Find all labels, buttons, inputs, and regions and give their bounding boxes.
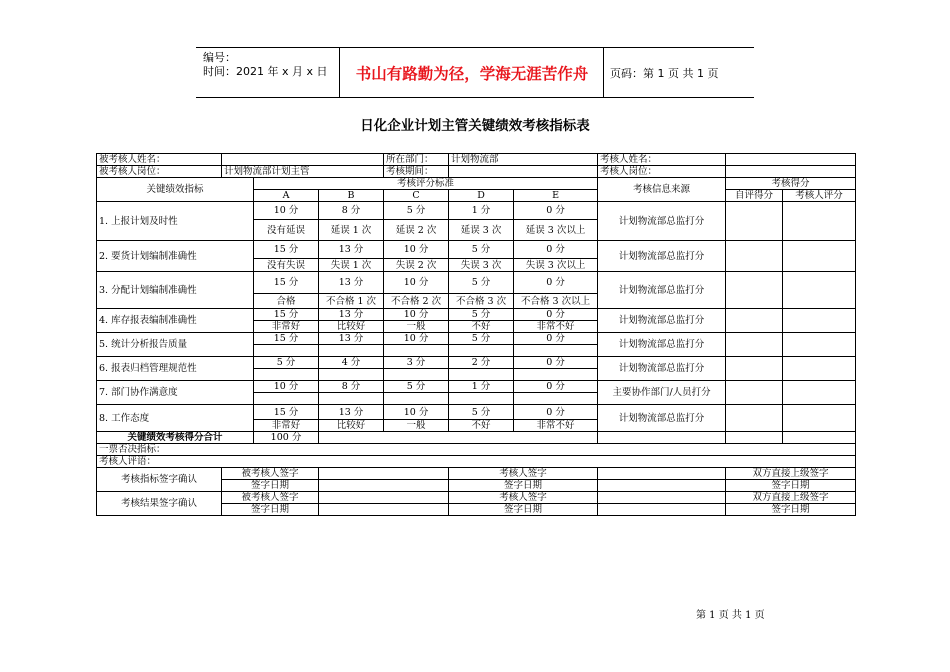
- score-b: 4 分: [319, 357, 384, 369]
- score-b: 13 分: [319, 241, 384, 259]
- assessor-date-label: 签字日期: [449, 504, 598, 516]
- assessor-position-label: 考核人岗位：: [598, 166, 726, 178]
- desc-e: 非常不好: [514, 321, 598, 333]
- score-e: 0 分: [514, 309, 598, 321]
- signoff-row: [97, 468, 856, 480]
- score-b: 13 分: [319, 272, 384, 294]
- total-source-blank: [598, 432, 726, 444]
- assessor-score-cell[interactable]: [783, 241, 856, 272]
- time-label: 时间：2021 年 x 月 x 日: [203, 65, 328, 78]
- desc-b: 比较好: [319, 321, 384, 333]
- info-source: 计划物流部总监打分: [598, 202, 726, 241]
- signoff-label: 考核结果签字确认: [97, 492, 222, 516]
- desc-c: 一般: [384, 420, 449, 432]
- superior-date-label: 签字日期: [726, 504, 856, 516]
- desc-d: 延误 3 次: [449, 220, 514, 241]
- comment-row: [97, 456, 856, 468]
- superior-date-label: 签字日期: [726, 480, 856, 492]
- desc-d: 不好: [449, 420, 514, 432]
- assessee-date-field[interactable]: [319, 480, 449, 492]
- desc-d: 不好: [449, 321, 514, 333]
- kpi-table: [96, 153, 856, 516]
- score-b: 13 分: [319, 309, 384, 321]
- score-c: 10 分: [384, 309, 449, 321]
- score-b: 8 分: [319, 381, 384, 393]
- info-source: 计划物流部总监打分: [598, 405, 726, 432]
- info-source: 计划物流部总监打分: [598, 309, 726, 333]
- assessee-sign-label: 被考核人签字: [222, 492, 319, 504]
- kpi-name: 7. 部门协作满意度: [97, 381, 254, 405]
- assessor-sign-field[interactable]: [598, 492, 726, 504]
- score-a: 10 分: [254, 202, 319, 220]
- assessor-score-cell[interactable]: [783, 202, 856, 241]
- kpi-name: 8. 工作态度: [97, 405, 254, 432]
- grade-b-header: B: [319, 190, 384, 202]
- kpi-name: 2. 要货计划编制准确性: [97, 241, 254, 272]
- desc-d: 不合格 3 次: [449, 294, 514, 309]
- score-a: 15 分: [254, 405, 319, 420]
- assessee-date-label: 签字日期: [222, 504, 319, 516]
- kpi-name: 6. 报表归档管理规范性: [97, 357, 254, 381]
- assessor-date-field[interactable]: [598, 480, 726, 492]
- desc-a: 没有失误: [254, 259, 319, 272]
- desc-a: 非常好: [254, 321, 319, 333]
- grade-c-header: C: [384, 190, 449, 202]
- desc-d: [449, 393, 514, 405]
- info-source: 计划物流部总监打分: [598, 333, 726, 357]
- desc-b: [319, 393, 384, 405]
- assessee-date-field[interactable]: [319, 504, 449, 516]
- assessor-sign-label: 考核人签字: [449, 468, 598, 480]
- assessor-sign-field[interactable]: [598, 468, 726, 480]
- desc-c: 延误 2 次: [384, 220, 449, 241]
- total-value: 100 分: [254, 432, 319, 444]
- score-d: 1 分: [449, 381, 514, 393]
- position-value: 计划物流部计划主管: [222, 166, 384, 178]
- score-e: 0 分: [514, 381, 598, 393]
- header-page-info: 页码：第 1 页 共 1 页: [610, 66, 719, 80]
- info-source: 主要协作部门/人员打分: [598, 381, 726, 405]
- number-label: 编号：: [203, 51, 236, 64]
- name-value[interactable]: [222, 154, 384, 166]
- self-score-cell[interactable]: [726, 357, 783, 381]
- desc-b: [319, 369, 384, 381]
- superior-sign-label: 双方直接上级签字: [726, 492, 856, 504]
- self-score-header: 自评得分: [726, 190, 783, 202]
- comment-label[interactable]: 考核人评语：: [97, 456, 856, 468]
- assessor-date-field[interactable]: [598, 504, 726, 516]
- header-row-1: [97, 178, 856, 190]
- kpi-row: [97, 309, 856, 321]
- desc-a: [254, 393, 319, 405]
- kpi-row: [97, 357, 856, 369]
- assessor-score-cell[interactable]: [783, 333, 856, 357]
- score-c: 5 分: [384, 381, 449, 393]
- kpi-row: [97, 202, 856, 220]
- info-source: 计划物流部总监打分: [598, 272, 726, 309]
- desc-a: 合格: [254, 294, 319, 309]
- assessor-score-cell[interactable]: [783, 357, 856, 381]
- self-score-cell[interactable]: [726, 202, 783, 241]
- desc-e: 非常不好: [514, 420, 598, 432]
- score-c: 10 分: [384, 272, 449, 294]
- self-score-cell[interactable]: [726, 405, 783, 432]
- assessor-score-cell[interactable]: [783, 272, 856, 309]
- kpi-row: [97, 333, 856, 345]
- score-a: 15 分: [254, 241, 319, 259]
- score-c: 3 分: [384, 357, 449, 369]
- grade-e-header: E: [514, 190, 598, 202]
- score-c: 5 分: [384, 202, 449, 220]
- kpi-row: [97, 381, 856, 393]
- kpi-name: 4. 库存报表编制准确性: [97, 309, 254, 333]
- desc-c: 不合格 2 次: [384, 294, 449, 309]
- veto-row: [97, 444, 856, 456]
- period-value[interactable]: [449, 166, 598, 178]
- assessor-sign-label: 考核人签字: [449, 492, 598, 504]
- self-score-cell[interactable]: [726, 381, 783, 405]
- page-title: 日化企业计划主管关键绩效考核指标表: [360, 118, 590, 134]
- score-c: 10 分: [384, 405, 449, 420]
- page-footer: 第 1 页 共 1 页: [696, 610, 765, 621]
- desc-c: 一般: [384, 321, 449, 333]
- desc-b: 延误 1 次: [319, 220, 384, 241]
- desc-e: 不合格 3 次以上: [514, 294, 598, 309]
- total-self-score[interactable]: [726, 432, 783, 444]
- desc-c: [384, 345, 449, 357]
- kpi-name: 1. 上报计划及时性: [97, 202, 254, 241]
- kpi-name: 3. 分配计划编制准确性: [97, 272, 254, 309]
- header-slogan: 书山有路勤为径，学海无涯苦作舟: [341, 48, 604, 97]
- desc-b: 失误 1 次: [319, 259, 384, 272]
- score-d: 2 分: [449, 357, 514, 369]
- source-header: 考核信息来源: [598, 178, 726, 202]
- assessee-sign-field[interactable]: [319, 468, 449, 480]
- assessor-score-header: 考核人评分: [783, 190, 856, 202]
- assessee-sign-field[interactable]: [319, 492, 449, 504]
- score-e: 0 分: [514, 405, 598, 420]
- score-a: 15 分: [254, 309, 319, 321]
- assessor-date-label: 签字日期: [449, 480, 598, 492]
- total-label: 关键绩效考核得分合计: [97, 432, 254, 444]
- score-e: 0 分: [514, 241, 598, 259]
- self-score-cell[interactable]: [726, 272, 783, 309]
- desc-b: 不合格 1 次: [319, 294, 384, 309]
- score-a: 10 分: [254, 381, 319, 393]
- kpi-header: 关键绩效指标: [97, 178, 254, 202]
- period-label: 考核期间：: [384, 166, 449, 178]
- desc-a: 没有延误: [254, 220, 319, 241]
- info-row-1: [97, 154, 856, 166]
- position-label: 被考核人岗位：: [97, 166, 222, 178]
- assessor-name-value[interactable]: [726, 154, 856, 166]
- desc-b: [319, 345, 384, 357]
- self-score-cell[interactable]: [726, 333, 783, 357]
- desc-c: [384, 393, 449, 405]
- total-row: [97, 432, 856, 444]
- assessor-score-cell[interactable]: [783, 309, 856, 333]
- score-e: 0 分: [514, 272, 598, 294]
- self-score-cell[interactable]: [726, 241, 783, 272]
- dept-label: 所在部门：: [384, 154, 449, 166]
- score-b: 13 分: [319, 405, 384, 420]
- desc-d: [449, 369, 514, 381]
- score-a: 15 分: [254, 272, 319, 294]
- assessor-name-label: 考核人姓名：: [598, 154, 726, 166]
- desc-e: [514, 393, 598, 405]
- name-label: 被考核人姓名：: [97, 154, 222, 166]
- info-row-2: [97, 166, 856, 178]
- superior-sign-label: 双方直接上级签字: [726, 468, 856, 480]
- total-blank: [319, 432, 598, 444]
- score-b: 8 分: [319, 202, 384, 220]
- score-d: 5 分: [449, 272, 514, 294]
- score-d: 1 分: [449, 202, 514, 220]
- score-d: 5 分: [449, 405, 514, 420]
- score-b: 13 分: [319, 333, 384, 345]
- kpi-row: [97, 405, 856, 420]
- desc-e: [514, 345, 598, 357]
- kpi-name: 5. 统计分析报告质量: [97, 333, 254, 357]
- score-c: 10 分: [384, 241, 449, 259]
- kpi-row: [97, 272, 856, 294]
- desc-a: 非常好: [254, 420, 319, 432]
- desc-e: 延误 3 次以上: [514, 220, 598, 241]
- info-source: 计划物流部总监打分: [598, 357, 726, 381]
- score-d: 5 分: [449, 333, 514, 345]
- score-header: 考核得分: [726, 178, 856, 190]
- document-header: [196, 47, 754, 98]
- desc-c: [384, 369, 449, 381]
- grade-a-header: A: [254, 190, 319, 202]
- desc-c: 失误 2 次: [384, 259, 449, 272]
- kpi-row: [97, 241, 856, 259]
- total-assessor-score[interactable]: [783, 432, 856, 444]
- desc-d: 失误 3 次: [449, 259, 514, 272]
- score-d: 5 分: [449, 309, 514, 321]
- assessor-score-cell[interactable]: [783, 381, 856, 405]
- assessor-score-cell[interactable]: [783, 405, 856, 432]
- desc-e: 失误 3 次以上: [514, 259, 598, 272]
- grade-d-header: D: [449, 190, 514, 202]
- header-meta: [196, 48, 340, 97]
- assessee-date-label: 签字日期: [222, 480, 319, 492]
- desc-a: [254, 345, 319, 357]
- veto-label[interactable]: 一票否决指标：: [97, 444, 856, 456]
- desc-b: 比较好: [319, 420, 384, 432]
- assessee-sign-label: 被考核人签字: [222, 468, 319, 480]
- dept-value: 计划物流部: [449, 154, 598, 166]
- score-e: 0 分: [514, 357, 598, 369]
- standard-header: 考核评分标准: [254, 178, 598, 190]
- info-source: 计划物流部总监打分: [598, 241, 726, 272]
- score-e: 0 分: [514, 202, 598, 220]
- signoff-row: [97, 492, 856, 504]
- desc-e: [514, 369, 598, 381]
- self-score-cell[interactable]: [726, 309, 783, 333]
- desc-d: [449, 345, 514, 357]
- assessor-position-value[interactable]: [726, 166, 856, 178]
- score-c: 10 分: [384, 333, 449, 345]
- score-d: 5 分: [449, 241, 514, 259]
- desc-a: [254, 369, 319, 381]
- score-e: 0 分: [514, 333, 598, 345]
- score-a: 15 分: [254, 333, 319, 345]
- score-a: 5 分: [254, 357, 319, 369]
- signoff-label: 考核指标签字确认: [97, 468, 222, 492]
